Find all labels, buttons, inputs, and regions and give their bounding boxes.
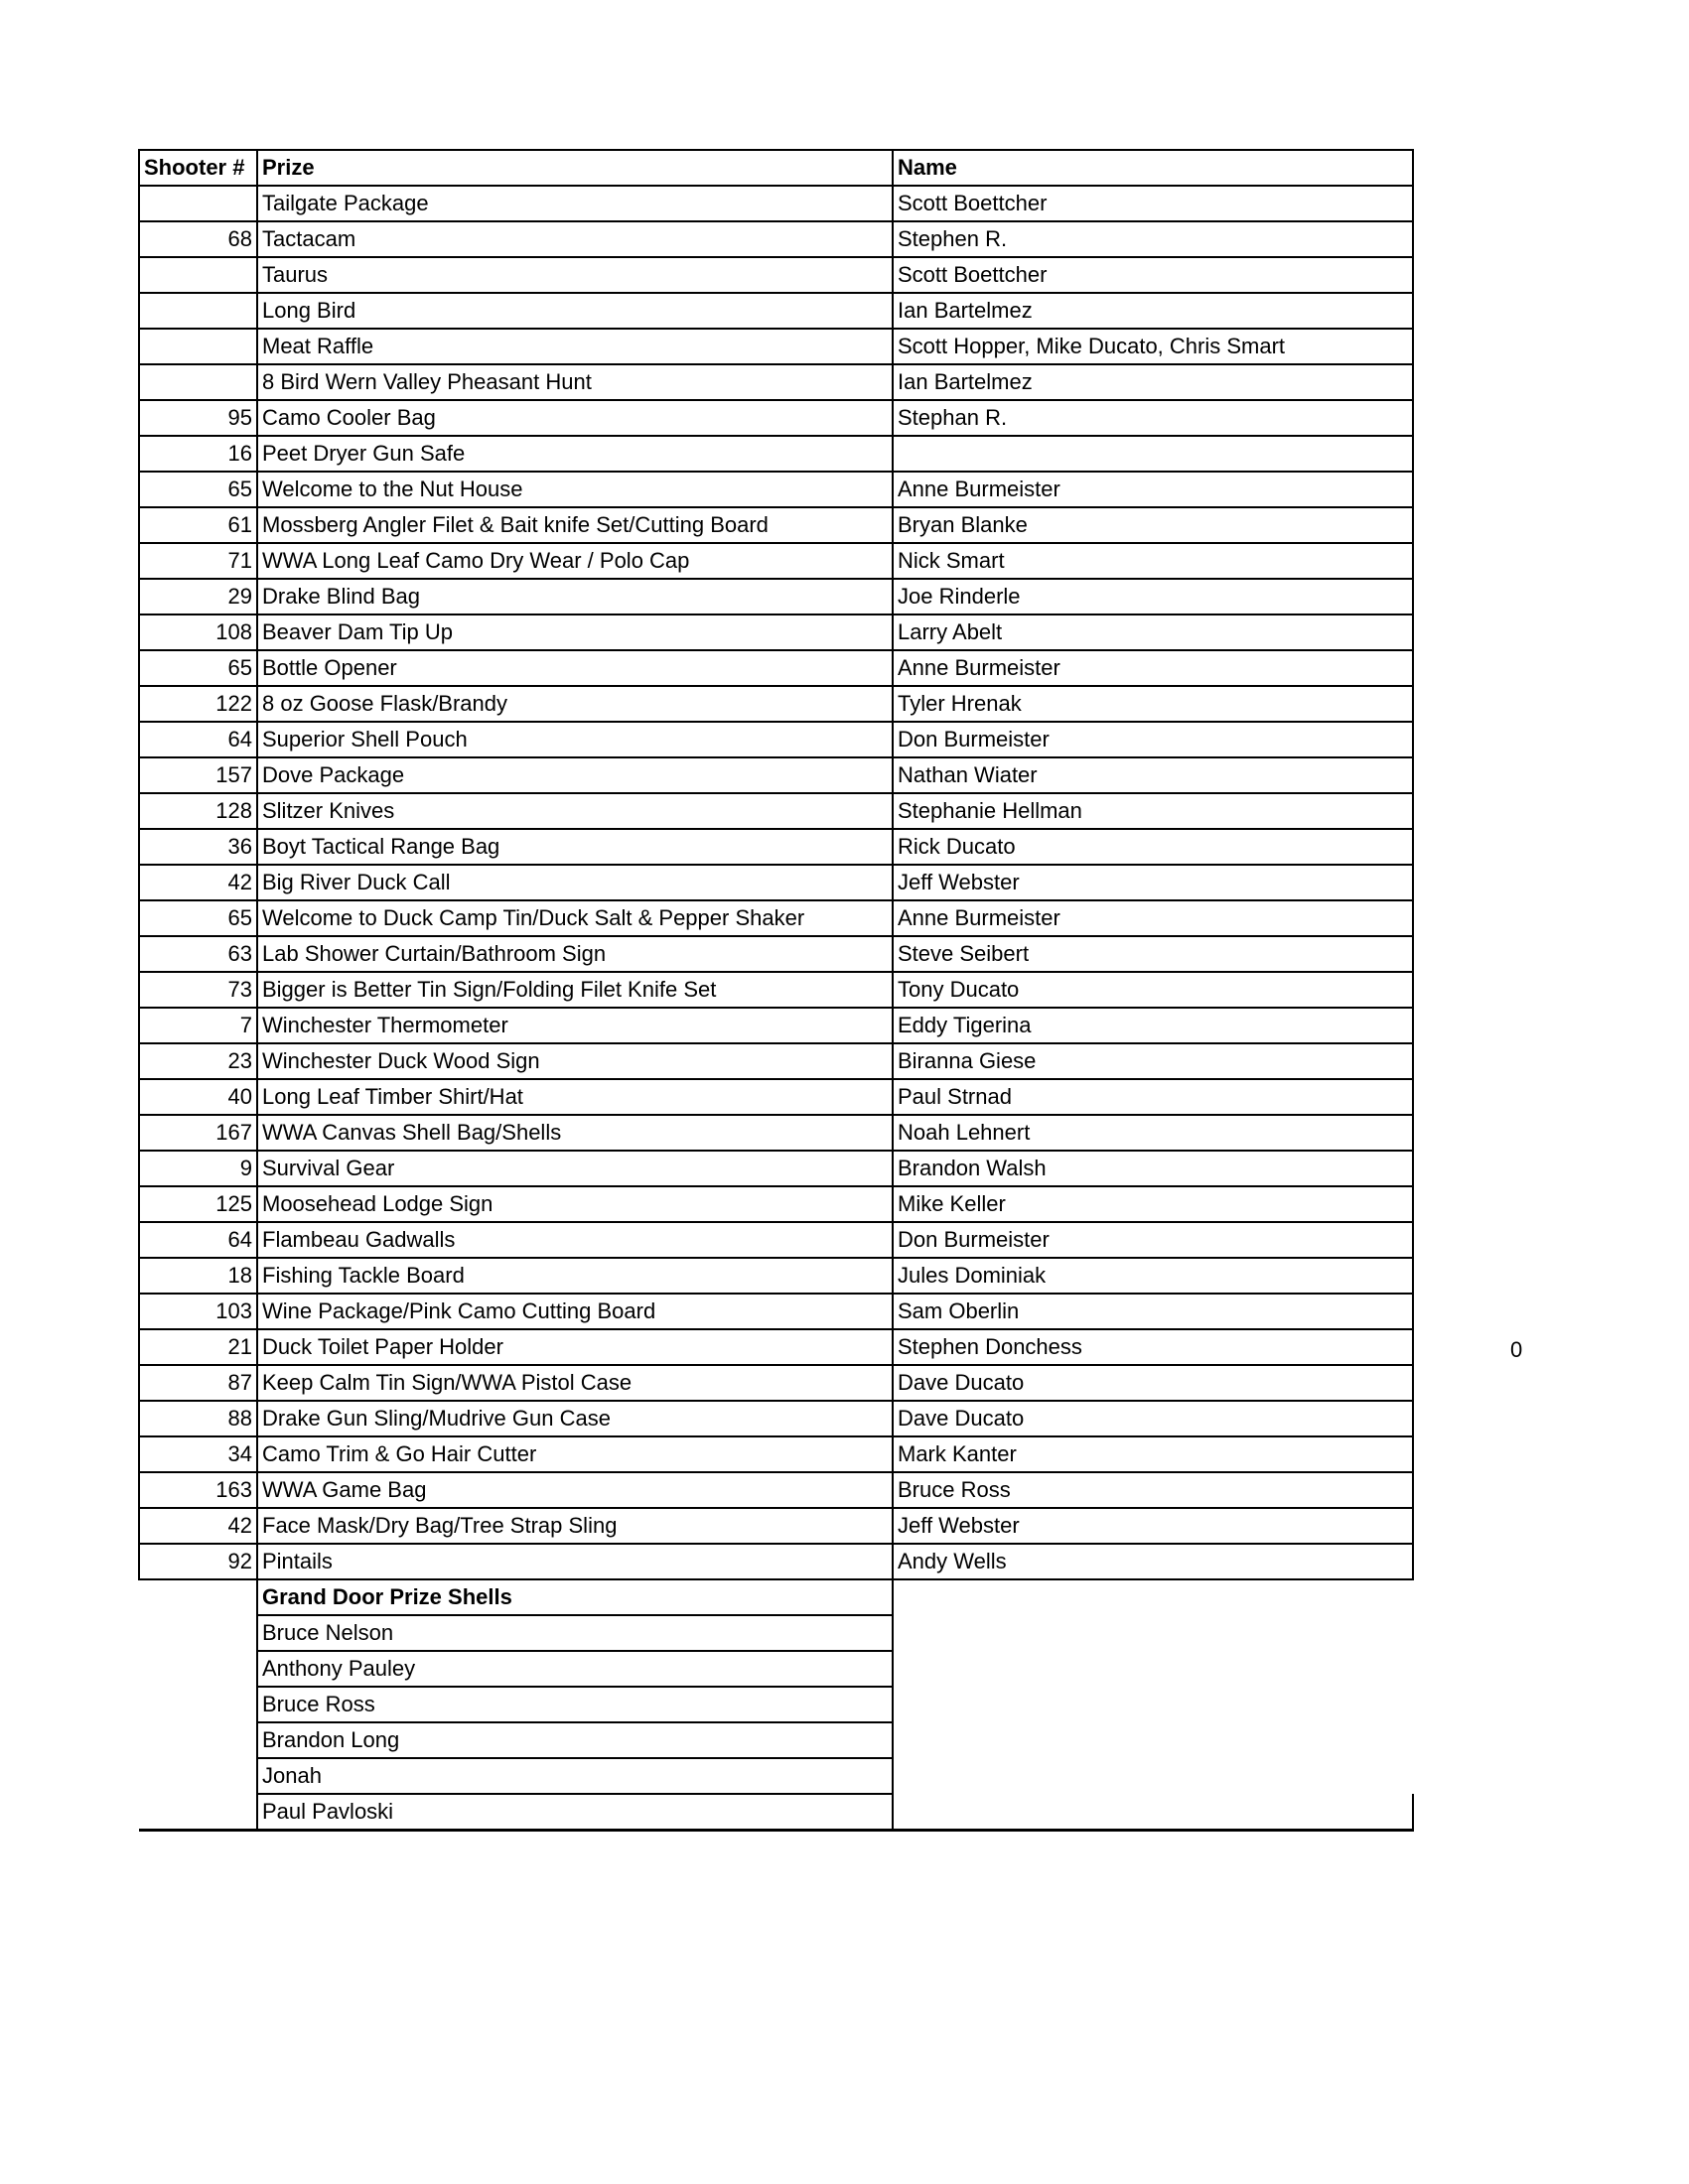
name-cell: Sam Oberlin <box>893 1294 1413 1329</box>
shooter-cell: 122 <box>139 686 257 722</box>
table-row <box>139 1151 1413 1186</box>
prize-cell: Moosehead Lodge Sign <box>257 1186 893 1222</box>
shooter-cell: 128 <box>139 793 257 829</box>
prize-cell: Big River Duck Call <box>257 865 893 900</box>
table-row <box>139 436 1413 472</box>
prize-table <box>138 149 1414 1832</box>
name-cell: Jeff Webster <box>893 1508 1413 1544</box>
table-row <box>139 257 1413 293</box>
table-row <box>139 650 1413 686</box>
prize-cell: Mossberg Angler Filet & Bait knife Set/Cutting Board <box>257 507 893 543</box>
name-cell: Andy Wells <box>893 1544 1413 1579</box>
name-cell: Stephanie Hellman <box>893 793 1413 829</box>
grand-prize-section <box>139 1579 1413 1831</box>
prize-cell: Lab Shower Curtain/Bathroom Sign <box>257 936 893 972</box>
shooter-cell: 40 <box>139 1079 257 1115</box>
shooter-cell: 42 <box>139 1508 257 1544</box>
name-cell: Mark Kanter <box>893 1436 1413 1472</box>
name-cell: Larry Abelt <box>893 614 1413 650</box>
name-cell: Mike Keller <box>893 1186 1413 1222</box>
shooter-cell <box>139 329 257 364</box>
shooter-cell <box>139 364 257 400</box>
blank-cell <box>139 1579 257 1615</box>
shooter-cell: 64 <box>139 1222 257 1258</box>
table-row <box>139 1115 1413 1151</box>
name-cell <box>893 436 1413 472</box>
table-row <box>139 757 1413 793</box>
table-row <box>139 1222 1413 1258</box>
prize-cell: WWA Long Leaf Camo Dry Wear / Polo Cap <box>257 543 893 579</box>
shooter-cell: 95 <box>139 400 257 436</box>
shooter-cell: 167 <box>139 1115 257 1151</box>
table-row <box>139 1186 1413 1222</box>
table-row <box>139 1508 1413 1544</box>
grand-prize-row <box>139 1687 1413 1722</box>
prize-cell: Survival Gear <box>257 1151 893 1186</box>
table-row <box>139 1079 1413 1115</box>
header-shooter: Shooter # <box>139 150 257 186</box>
name-cell: Anne Burmeister <box>893 650 1413 686</box>
grand-prize-winner: Paul Pavloski <box>257 1794 893 1831</box>
name-cell: Tyler Hrenak <box>893 686 1413 722</box>
shooter-cell <box>139 186 257 221</box>
blank-cell <box>139 1687 257 1722</box>
side-note: 0 <box>1510 1337 1523 1362</box>
name-cell: Paul Strnad <box>893 1079 1413 1115</box>
grand-prize-heading-row <box>139 1579 1413 1615</box>
table-row <box>139 364 1413 400</box>
table-row <box>139 1436 1413 1472</box>
shooter-cell: 18 <box>139 1258 257 1294</box>
prize-cell: Face Mask/Dry Bag/Tree Strap Sling <box>257 1508 893 1544</box>
prize-rows <box>139 186 1413 1579</box>
name-cell: Steve Seibert <box>893 936 1413 972</box>
shooter-cell <box>139 257 257 293</box>
prize-cell: Welcome to the Nut House <box>257 472 893 507</box>
prize-cell: WWA Game Bag <box>257 1472 893 1508</box>
table-row <box>139 1294 1413 1329</box>
name-cell: Joe Rinderle <box>893 579 1413 614</box>
shooter-cell: 65 <box>139 650 257 686</box>
name-cell: Bryan Blanke <box>893 507 1413 543</box>
table-row <box>139 1008 1413 1043</box>
prize-cell: Slitzer Knives <box>257 793 893 829</box>
shooter-cell: 61 <box>139 507 257 543</box>
grand-prize-row <box>139 1758 1413 1794</box>
name-cell: Nathan Wiater <box>893 757 1413 793</box>
table-row <box>139 543 1413 579</box>
prize-cell: Pintails <box>257 1544 893 1579</box>
name-cell: Ian Bartelmez <box>893 364 1413 400</box>
blank-cell <box>139 1758 257 1794</box>
prize-cell: Peet Dryer Gun Safe <box>257 436 893 472</box>
name-cell: Biranna Giese <box>893 1043 1413 1079</box>
grand-prize-winner: Anthony Pauley <box>257 1651 893 1687</box>
blank-cell <box>139 1651 257 1687</box>
blank-cell <box>139 1722 257 1758</box>
grand-prize-winner: Jonah <box>257 1758 893 1794</box>
shooter-cell: 34 <box>139 1436 257 1472</box>
shooter-cell: 108 <box>139 614 257 650</box>
blank-cell <box>893 1758 1413 1794</box>
shooter-cell: 42 <box>139 865 257 900</box>
prize-cell: Drake Blind Bag <box>257 579 893 614</box>
grand-prize-row <box>139 1651 1413 1687</box>
grand-prize-row <box>139 1794 1413 1831</box>
table-row <box>139 972 1413 1008</box>
name-cell: Ian Bartelmez <box>893 293 1413 329</box>
prize-cell: Beaver Dam Tip Up <box>257 614 893 650</box>
blank-cell <box>893 1651 1413 1687</box>
prize-cell: 8 Bird Wern Valley Pheasant Hunt <box>257 364 893 400</box>
prize-cell: Boyt Tactical Range Bag <box>257 829 893 865</box>
prize-cell: Wine Package/Pink Camo Cutting Board <box>257 1294 893 1329</box>
table-row <box>139 829 1413 865</box>
blank-cell <box>893 1687 1413 1722</box>
name-cell: Don Burmeister <box>893 722 1413 757</box>
prize-cell: Superior Shell Pouch <box>257 722 893 757</box>
shooter-cell: 163 <box>139 1472 257 1508</box>
prize-cell: Keep Calm Tin Sign/WWA Pistol Case <box>257 1365 893 1401</box>
blank-cell <box>893 1579 1413 1615</box>
shooter-cell: 65 <box>139 472 257 507</box>
name-cell: Stephen Donchess <box>893 1329 1413 1365</box>
name-cell: Eddy Tigerina <box>893 1008 1413 1043</box>
grand-prize-winner: Brandon Long <box>257 1722 893 1758</box>
name-cell: Nick Smart <box>893 543 1413 579</box>
shooter-cell: 125 <box>139 1186 257 1222</box>
table-row <box>139 793 1413 829</box>
name-cell: Don Burmeister <box>893 1222 1413 1258</box>
shooter-cell: 63 <box>139 936 257 972</box>
blank-cell <box>893 1722 1413 1758</box>
name-cell: Jeff Webster <box>893 865 1413 900</box>
blank-cell <box>139 1615 257 1651</box>
shooter-cell: 73 <box>139 972 257 1008</box>
grand-prize-winner: Bruce Nelson <box>257 1615 893 1651</box>
table-row <box>139 1544 1413 1579</box>
prize-cell: Flambeau Gadwalls <box>257 1222 893 1258</box>
grand-prize-heading: Grand Door Prize Shells <box>257 1579 893 1615</box>
table-row <box>139 1043 1413 1079</box>
prize-cell: Meat Raffle <box>257 329 893 364</box>
name-cell: Scott Boettcher <box>893 186 1413 221</box>
name-cell: Stephen R. <box>893 221 1413 257</box>
shooter-cell: 23 <box>139 1043 257 1079</box>
name-cell: Jules Dominiak <box>893 1258 1413 1294</box>
shooter-cell: 65 <box>139 900 257 936</box>
table-row <box>139 722 1413 757</box>
table-row <box>139 900 1413 936</box>
name-cell: Scott Boettcher <box>893 257 1413 293</box>
table-row <box>139 400 1413 436</box>
prize-cell: Tactacam <box>257 221 893 257</box>
table-row <box>139 1329 1413 1365</box>
prize-cell: Drake Gun Sling/Mudrive Gun Case <box>257 1401 893 1436</box>
prize-cell: Long Leaf Timber Shirt/Hat <box>257 1079 893 1115</box>
table-row <box>139 329 1413 364</box>
shooter-cell: 92 <box>139 1544 257 1579</box>
table-row <box>139 1401 1413 1436</box>
table-row <box>139 472 1413 507</box>
table-row <box>139 579 1413 614</box>
shooter-cell: 64 <box>139 722 257 757</box>
table-row <box>139 221 1413 257</box>
shooter-cell: 68 <box>139 221 257 257</box>
blank-cell <box>893 1615 1413 1651</box>
name-cell: Dave Ducato <box>893 1365 1413 1401</box>
table-row <box>139 293 1413 329</box>
header-prize: Prize <box>257 150 893 186</box>
prize-cell: Camo Trim & Go Hair Cutter <box>257 1436 893 1472</box>
name-cell: Anne Burmeister <box>893 472 1413 507</box>
name-cell: Dave Ducato <box>893 1401 1413 1436</box>
name-cell: Tony Ducato <box>893 972 1413 1008</box>
name-cell: Anne Burmeister <box>893 900 1413 936</box>
prize-cell: Tailgate Package <box>257 186 893 221</box>
shooter-cell: 71 <box>139 543 257 579</box>
shooter-cell: 88 <box>139 1401 257 1436</box>
prize-cell: WWA Canvas Shell Bag/Shells <box>257 1115 893 1151</box>
header-name: Name <box>893 150 1413 186</box>
grand-prize-row <box>139 1615 1413 1651</box>
prize-cell: Bottle Opener <box>257 650 893 686</box>
shooter-cell: 16 <box>139 436 257 472</box>
prize-cell: Winchester Thermometer <box>257 1008 893 1043</box>
table-row <box>139 614 1413 650</box>
table-row <box>139 186 1413 221</box>
prize-cell: Long Bird <box>257 293 893 329</box>
name-cell: Rick Ducato <box>893 829 1413 865</box>
name-cell: Stephan R. <box>893 400 1413 436</box>
prize-cell: Duck Toilet Paper Holder <box>257 1329 893 1365</box>
prize-cell: Taurus <box>257 257 893 293</box>
name-cell: Bruce Ross <box>893 1472 1413 1508</box>
grand-prize-winner: Bruce Ross <box>257 1687 893 1722</box>
shooter-cell <box>139 293 257 329</box>
shooter-cell: 36 <box>139 829 257 865</box>
shooter-cell: 157 <box>139 757 257 793</box>
grand-prize-row <box>139 1722 1413 1758</box>
shooter-cell: 87 <box>139 1365 257 1401</box>
table-row <box>139 686 1413 722</box>
name-cell: Noah Lehnert <box>893 1115 1413 1151</box>
shooter-cell: 9 <box>139 1151 257 1186</box>
table-row <box>139 865 1413 900</box>
shooter-cell: 21 <box>139 1329 257 1365</box>
blank-cell <box>893 1794 1413 1831</box>
shooter-cell: 103 <box>139 1294 257 1329</box>
prize-cell: Fishing Tackle Board <box>257 1258 893 1294</box>
prize-cell: Dove Package <box>257 757 893 793</box>
prize-cell: Bigger is Better Tin Sign/Folding Filet Knife Set <box>257 972 893 1008</box>
blank-cell <box>139 1794 257 1831</box>
prize-cell: Winchester Duck Wood Sign <box>257 1043 893 1079</box>
prize-cell: 8 oz Goose Flask/Brandy <box>257 686 893 722</box>
shooter-cell: 7 <box>139 1008 257 1043</box>
name-cell: Scott Hopper, Mike Ducato, Chris Smart <box>893 329 1413 364</box>
name-cell: Brandon Walsh <box>893 1151 1413 1186</box>
header-row <box>139 150 1413 186</box>
prize-cell: Welcome to Duck Camp Tin/Duck Salt & Pepper Shaker <box>257 900 893 936</box>
table-row <box>139 936 1413 972</box>
shooter-cell: 29 <box>139 579 257 614</box>
table-row <box>139 1258 1413 1294</box>
table-row <box>139 507 1413 543</box>
prize-cell: Camo Cooler Bag <box>257 400 893 436</box>
table-row <box>139 1472 1413 1508</box>
table-row <box>139 1365 1413 1401</box>
